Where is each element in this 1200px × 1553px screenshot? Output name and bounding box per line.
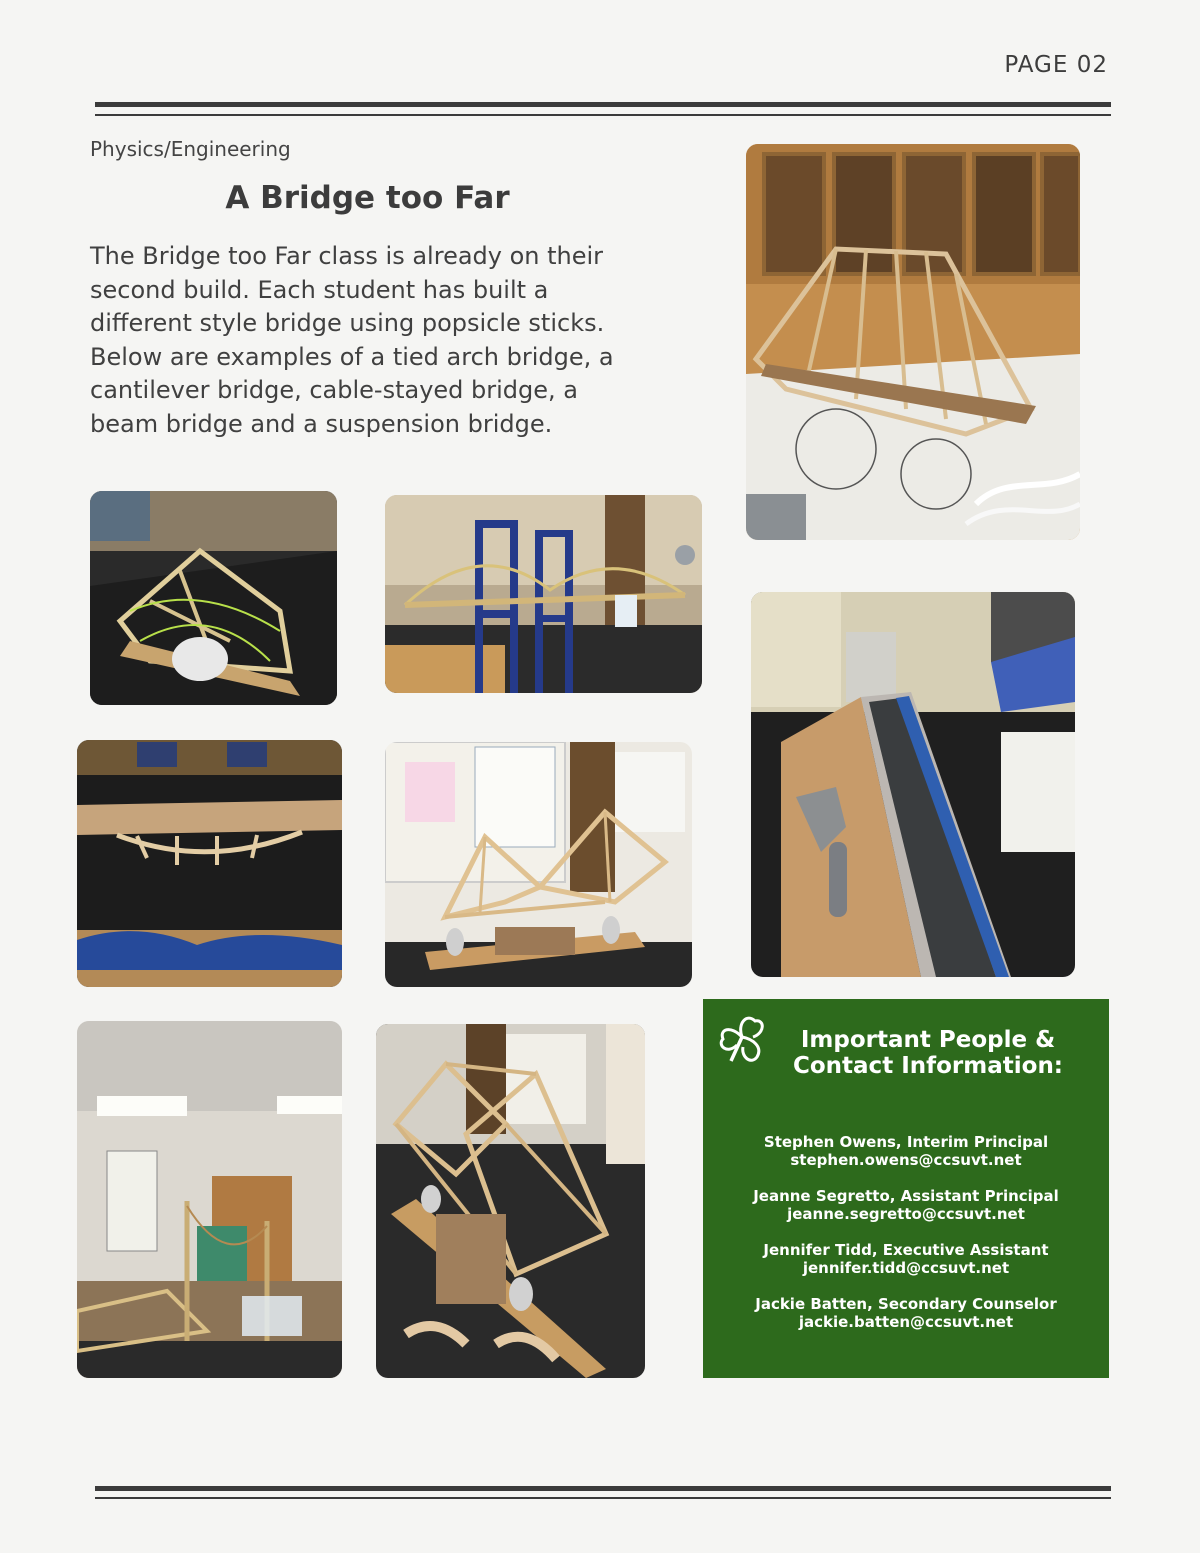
contact-name-role: Jeanne Segretto, Assistant Principal — [753, 1187, 1059, 1205]
contact-email[interactable]: jennifer.tidd@ccsuvt.net — [802, 1259, 1010, 1277]
contact-name-role: Stephen Owens, Interim Principal — [763, 1133, 1049, 1151]
contact-email[interactable]: stephen.owens@ccsuvt.net — [790, 1151, 1022, 1169]
header-rule-thin — [95, 114, 1111, 116]
photo-truss-bridge-lab — [746, 144, 1080, 540]
contact-entry — [703, 1187, 1109, 1223]
photo-beam-bridge — [77, 740, 342, 987]
photo-cantilever-bridge-closeup — [376, 1024, 645, 1378]
contact-list — [703, 1133, 1109, 1349]
contact-info-box — [703, 999, 1109, 1378]
footer-rule-thin — [95, 1497, 1111, 1499]
article-title: A Bridge too Far — [225, 180, 510, 216]
photo-suspension-bridge-blue-towers — [385, 495, 702, 693]
article-category: Physics/Engineering — [90, 137, 291, 161]
article-body: The Bridge too Far class is already on their second build. Each student has built a different style bridge using popsicle sticks. Below are examples of a tied arch bridge, a cantilever bridge, cable-stayed bridge, a beam bridge and a suspension bridge. — [90, 242, 614, 438]
contact-entry — [703, 1241, 1109, 1277]
photo-string-truss-bridge — [90, 491, 337, 705]
contact-entry — [703, 1295, 1109, 1331]
contact-box-title: Important People & Contact Information: — [792, 1027, 1064, 1079]
contact-name-role: Jackie Batten, Secondary Counselor — [755, 1295, 1057, 1313]
contact-entry — [703, 1133, 1109, 1169]
photo-classroom-bridges — [77, 1021, 342, 1378]
header-rule-thick — [95, 102, 1111, 107]
contact-name-role: Jennifer Tidd, Executive Assistant — [763, 1241, 1049, 1259]
contact-email[interactable]: jackie.batten@ccsuvt.net — [798, 1313, 1014, 1331]
footer-rule-thick — [95, 1486, 1111, 1491]
page-number: PAGE 02 — [1004, 52, 1108, 78]
photo-concrete-tray — [751, 592, 1075, 977]
contact-email[interactable]: jeanne.segretto@ccsuvt.net — [787, 1205, 1025, 1223]
photo-cantilever-bridge — [385, 742, 692, 987]
